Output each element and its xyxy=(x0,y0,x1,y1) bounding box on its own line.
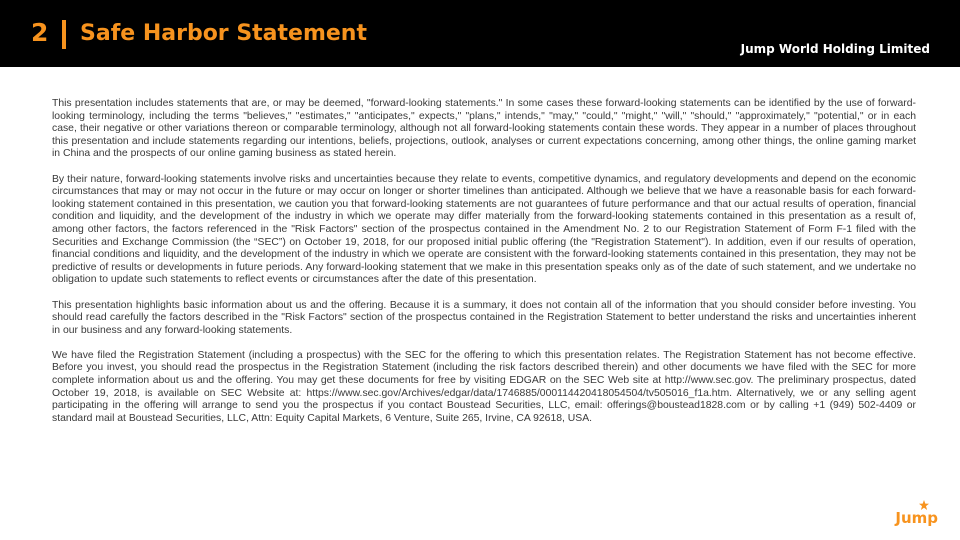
paragraph-risks: By their nature, forward-looking statements involve risks and uncertainties because they relate to events, competitive dynamics, and regulatory developments and depend on the economic circumstances that may or may not occur in the future or may occur on longer or shorter timelines than anticipated. Although we believe that we have a reasonable basis for each forward-looking statement contained in this presentation, we caution you that forward-looking statements are not guarantees of future performance and that our actual results of operation, financial condition and liquidity, and the development of the industry in which we operate may differ materially from the forward-looking statements contained in this presentation as a result of, among other factors, the factors referenced in the "Risk Factors" section of the prospectus contained in the Amendment No. 2 to our Registration Statement of Form F-1 filed with the Securities and Exchange Commission (the “SEC”) on October 19, 2018, for our proposed initial public offering (the "Registration Statement"). In addition, even if our results of operation, financial conditions and liquidity, and the development of the industry in which we operate are consistent with the forward-looking statements contained in this presentation, they may not be predictive of results or developments in future periods. Any forward-looking statement that we make in this presentation speaks only as of the date of such statement, and we undertake no obligation to update such statements to reflect events or circumstances after the date of this presentation. xyxy=(52,173,916,286)
safe-harbor-text xyxy=(52,98,916,425)
title-divider xyxy=(62,20,66,49)
header-bar xyxy=(0,0,960,67)
page-title: Safe Harbor Statement xyxy=(80,21,367,46)
paragraph-registration: We have filed the Registration Statement (including a prospectus) with the SEC for the offering to which this presentation relates. The Registration Statement has not become effective. Before you invest, you should read the prospectus in the Registration Statement (including the risk factors described therein) and other documents we have filed with the SEC for more complete information about us and the offering. You may get these documents for free by visiting EDGAR on the SEC Web site at http://www.sec.gov. The preliminary prospectus, dated October 19, 2018, is available on SEC Website at: https://www.sec.gov/Archives/edgar/data/1746885/000114420418054504/tv505016_f1a.htm. Alternatively, we or any selling agent participating in the offering will arrange to send you the prospectus if you contact Boustead Securities, LLC, email: offerings@boustead1828.com or by calling +1 (949) 502-4409 or standard mail at Boustead Securities, LLC, Attn: Equity Capital Markets, 6 Venture, Suite 265, Irvine, CA 92618, USA. xyxy=(52,349,916,424)
paragraph-summary: This presentation highlights basic information about us and the offering. Because it is a summary, it does not contain all of the information that you should consider before investing. You should read carefully the factors described in the "Risk Factors" section of the prospectus contained in the Registration Statement to better understand the risks and uncertainties inherent in our business and any forward-looking statements. xyxy=(52,299,916,336)
jump-logo: Jump xyxy=(895,509,938,527)
slide-number: 2 xyxy=(31,18,49,47)
company-name: Jump World Holding Limited xyxy=(740,42,930,56)
paragraph-forward-looking: This presentation includes statements that are, or may be deemed, "forward-looking statements." In some cases these forward-looking statements can be identified by the use of forward-looking terminology, including the terms "believes," "estimates," "anticipates," expects," "plans," intends," "may," "could," "might," "will," "should," "approximately," "potential," or in each case, their negative or other variations thereon or comparable terminology, although not all forward-looking statements contain these words. They appear in a number of places throughout this presentation and include statements regarding our intentions, beliefs, projections, outlook, analyses or current expectations concerning, among other things, the online gaming market in China and the prospects of our online gaming business as stated herein. xyxy=(52,98,916,160)
